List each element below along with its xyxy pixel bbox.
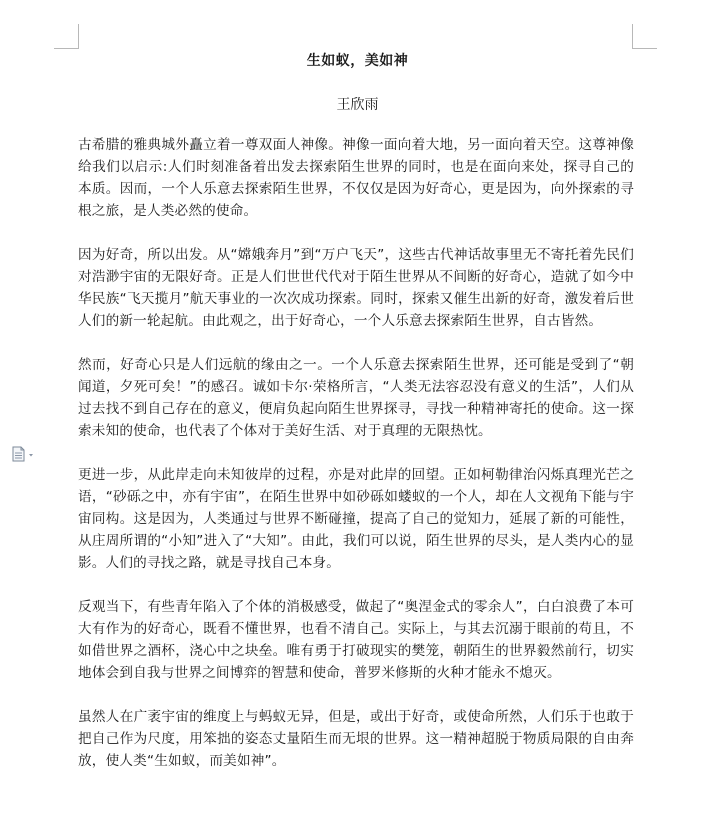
paragraph-2[interactable]: 因为好奇，所以出发。从“嫦娥奔月”到“万户飞天”，这些古代神话故事里无不寄托着先民们对浩渺宇宙的无限好奇。正是人们世世代代对于陌生世界从不间断的好奇心，造就了如今中华民族“飞天揽月”航天事业的一次次成功探索。同时，探索又催生出新的好奇，激发着后世人们的新一轮起航。由此观之，出于好奇心，一个人乐意去探索陌生世界，自古皆然。: [78, 247, 634, 329]
crop-mark-top-left: [54, 24, 79, 49]
paragraph-6[interactable]: 虽然人在广袤宇宙的维度上与蚂蚁无异，但是，或出于好奇，或使命所然，人们乐于也敢于把自己作为尺度，用笨拙的姿态丈量陌生而无垠的世界。这一精神超脱于物质局限的自由奔放，使人类“生如蚁，而美如神”。: [78, 709, 634, 769]
crop-mark-top-right: [632, 24, 657, 49]
document-options-icon[interactable]: [12, 446, 36, 462]
paragraph-1[interactable]: 古希腊的雅典城外矗立着一尊双面人神像。神像一面向着大地，另一面向着天空。这尊神像给我们以启示:人们时刻准备着出发去探索陌生世界的同时，也是在面向来处，探寻自己的本质。因而，一个人乐意去探索陌生世界，不仅仅是因为好奇心，更是因为，向外探索的寻根之旅，是人类必然的使命。: [78, 137, 634, 219]
paragraph-3[interactable]: 然而，好奇心只是人们远航的缘由之一。一个人乐意去探索陌生世界，还可能是受到了“朝闻道，夕死可矣！”的感召。诚如卡尔·荣格所言，“人类无法容忍没有意义的生活”，人们从过去找不到自己存在的意义，便肩负起向陌生世界探寻，寻找一种精神寄托的使命。这一探索未知的使命，也代表了个体对于美好生活、对于真理的无限热忱。: [78, 357, 634, 439]
document-author[interactable]: 王欣雨: [336, 97, 379, 113]
paragraph-4[interactable]: 更进一步，从此岸走向未知彼岸的过程，亦是对此岸的回望。正如柯勒律治闪烁真理光芒之语，“砂砾之中，亦有宇宙”，在陌生世界中如砂砾如蝼蚁的一个人，却在人文视角下能与宇宙同构。这是因为，人类通过与世界不断碰撞，提高了自己的觉知力，延展了新的可能性，从庄周所谓的“小知”进入了“大知”。由此，我们可以说，陌生世界的尽头，是人类内心的显影。人们的寻找之路，就是寻找自己本身。: [78, 467, 634, 571]
paragraph-5[interactable]: 反观当下，有些青年陷入了个体的消极感受，做起了“奥涅金式的零余人”，白白浪费了本可大有作为的好奇心，既看不懂世界，也看不清自己。实际上，与其去沉溺于眼前的苟且，不如借世界之酒杯，浇心中之块垒。唯有勇于打破现实的樊笼，朝陌生的世界毅然前行，切实地体会到自我与世界之间博弈的智慧和使命，普罗米修斯的火种才能永不熄灭。: [78, 599, 634, 681]
document-title[interactable]: 生如蚁，美如神: [306, 53, 409, 69]
document-body[interactable]: [78, 134, 634, 794]
